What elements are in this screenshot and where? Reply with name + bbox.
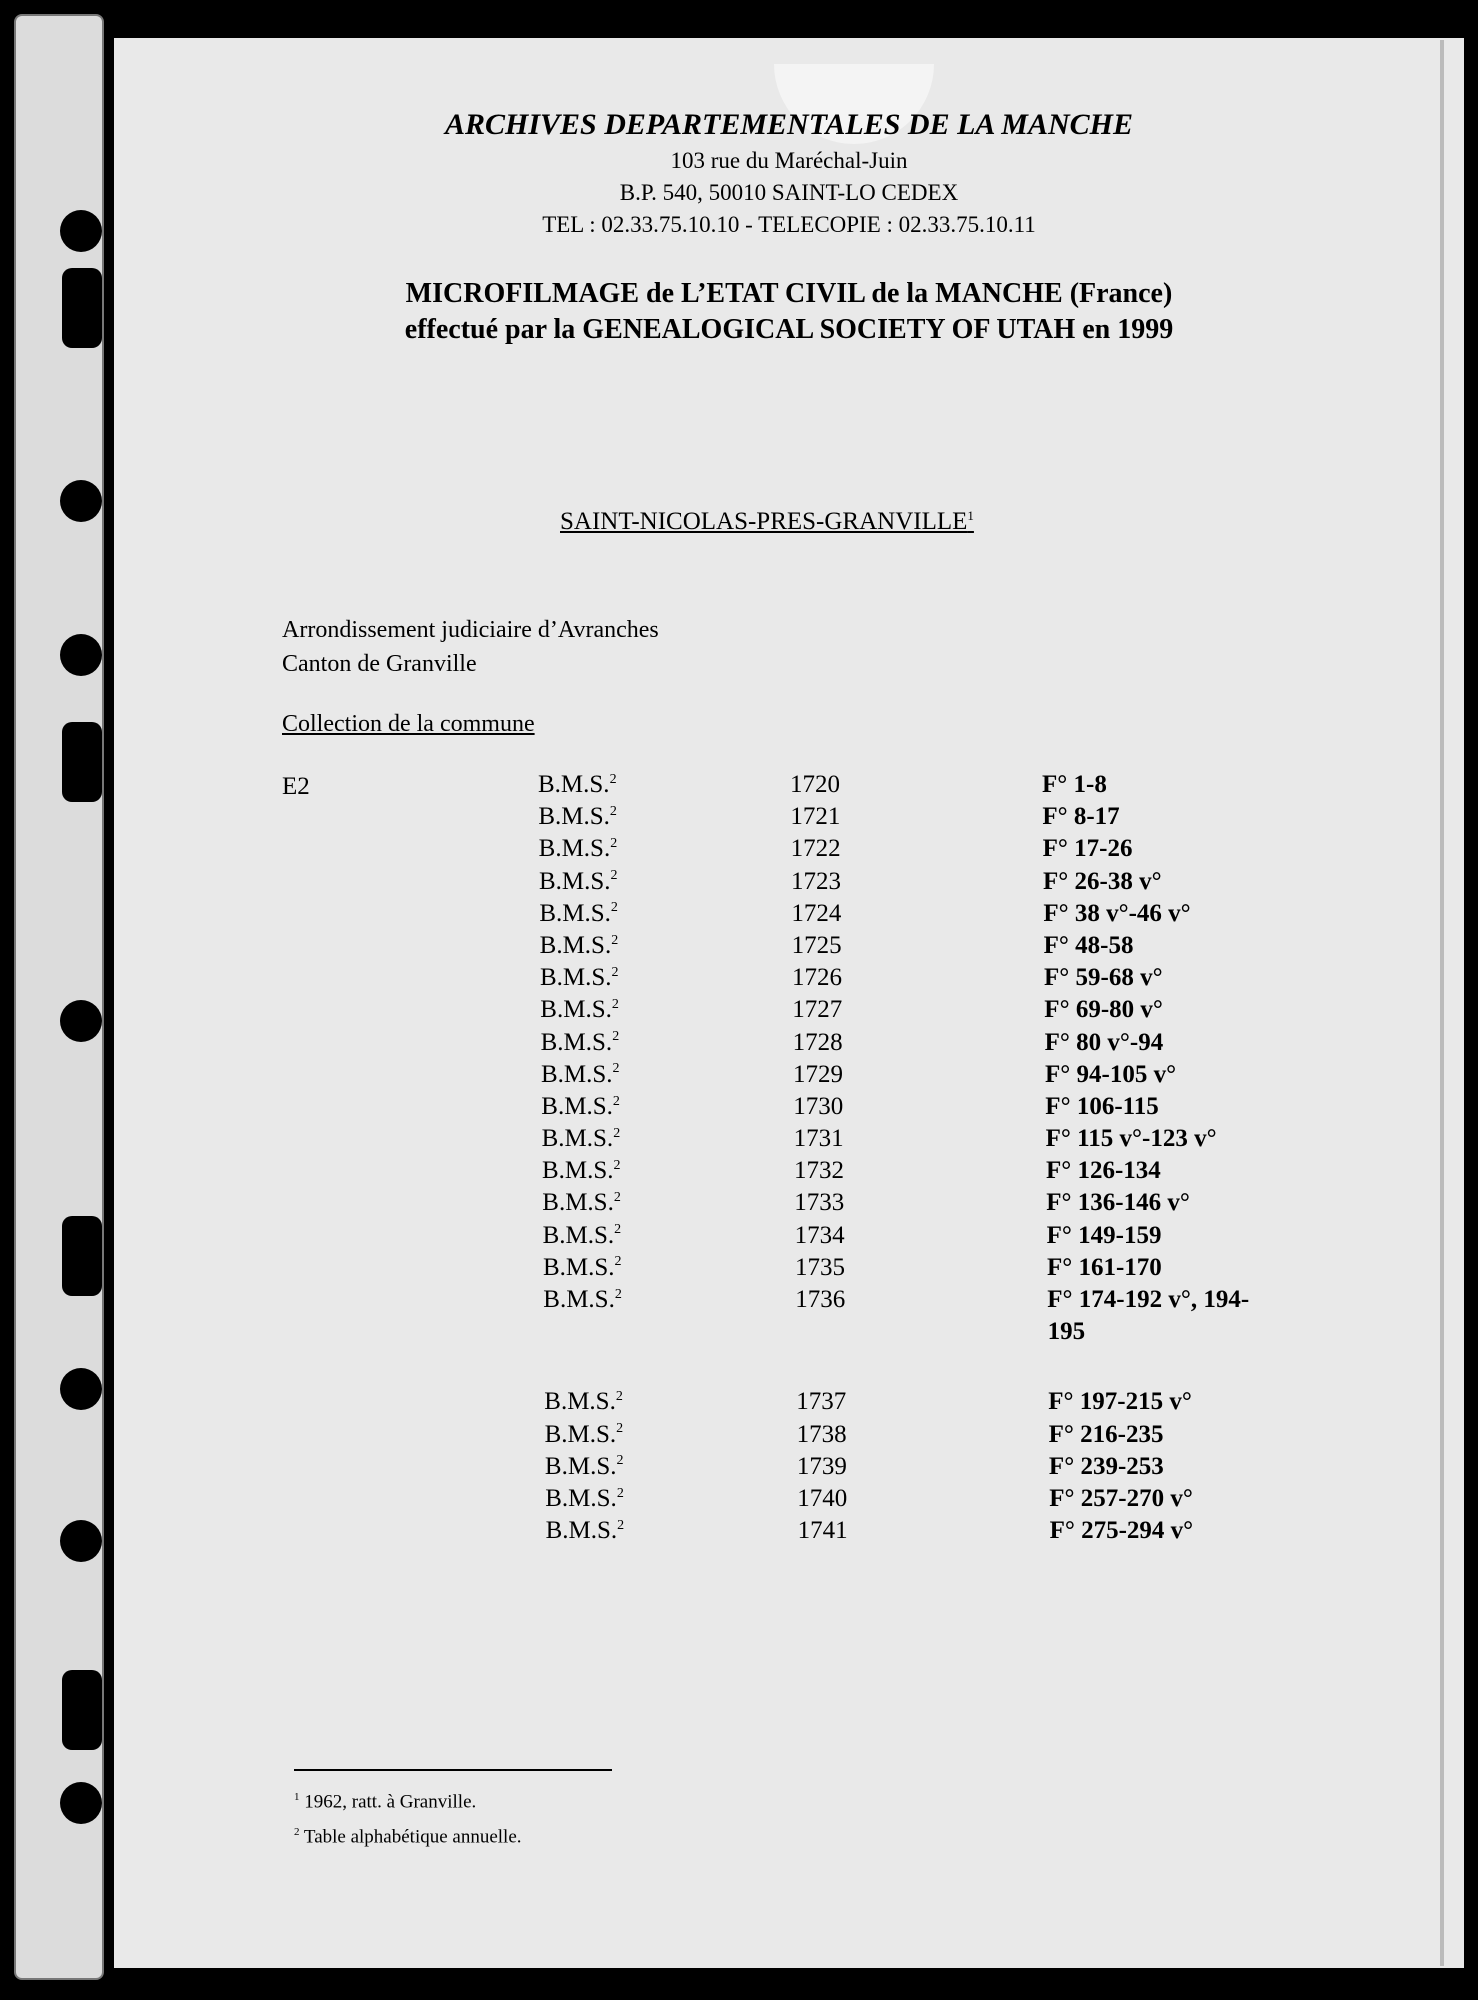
register-year: 1724 bbox=[791, 899, 842, 927]
footnote-text: 1962, ratt. à Granville. bbox=[304, 1791, 477, 1813]
register-year: 1738 bbox=[796, 1420, 847, 1448]
register-year: 1735 bbox=[794, 1253, 845, 1281]
register-type: B.M.S.$^2$ bbox=[544, 1388, 623, 1416]
footnote-ref: 2 bbox=[617, 1517, 625, 1533]
register-row bbox=[114, 1286, 1464, 1318]
footnote-ref: 2 bbox=[611, 996, 619, 1012]
register-folios: F° 197-215 v° bbox=[1048, 1388, 1192, 1416]
footnote-ref: 2 bbox=[609, 803, 617, 819]
footnote-ref: 2 bbox=[614, 1286, 622, 1302]
punch-hole bbox=[60, 1368, 102, 1410]
register-row bbox=[114, 1029, 1464, 1061]
register-year: 1725 bbox=[791, 931, 842, 959]
footnote-ref: 2 bbox=[615, 1389, 623, 1405]
register-row bbox=[114, 1093, 1464, 1125]
punch-hole bbox=[60, 1782, 102, 1824]
footnote-ref: 2 bbox=[613, 1157, 621, 1173]
organization-name: ARCHIVES DEPARTEMENTALES DE LA MANCHE bbox=[445, 108, 1133, 141]
footnote-ref: 2 bbox=[616, 1485, 624, 1501]
arrondissement: Arrondissement judiciaire d’Avranches bbox=[282, 617, 659, 643]
register-row bbox=[114, 1254, 1464, 1286]
footnote bbox=[294, 1782, 522, 1817]
document-title bbox=[114, 276, 1464, 348]
register-folios: F° 38 v°-46 v° bbox=[1043, 899, 1191, 927]
punch-hole bbox=[60, 480, 102, 522]
register-year: 1733 bbox=[794, 1189, 845, 1217]
register-type: B.M.S.$^2$ bbox=[542, 1253, 622, 1281]
register-row bbox=[114, 1318, 1464, 1350]
footnote-rule bbox=[294, 1769, 612, 1771]
register-year: 1732 bbox=[793, 1157, 844, 1185]
register-row bbox=[114, 868, 1464, 900]
street-address: 103 rue du Maréchal-Juin bbox=[670, 148, 908, 173]
register-type: B.M.S.$^2$ bbox=[538, 835, 618, 863]
footnote-ref: 1 bbox=[967, 508, 974, 523]
register-type: B.M.S.$^2$ bbox=[540, 1060, 620, 1088]
commune-name: SAINT-NICOLAS-PRES-GRANVILLE bbox=[560, 508, 968, 536]
punch-slot bbox=[62, 1670, 102, 1750]
register-folios: F° 149-159 bbox=[1046, 1221, 1162, 1249]
register-type: B.M.S.$^2$ bbox=[539, 964, 619, 992]
register-year: 1737 bbox=[796, 1388, 847, 1416]
footnote-ref: 2 bbox=[611, 932, 619, 948]
binder-strip bbox=[14, 14, 104, 1980]
commune-heading bbox=[560, 508, 974, 536]
register-folios: F° 1-8 bbox=[1042, 771, 1107, 798]
footnote-ref: 2 bbox=[610, 836, 618, 852]
register-year: 1739 bbox=[796, 1452, 847, 1480]
register-folios: F° 216-235 bbox=[1048, 1420, 1164, 1448]
register-type: B.M.S.$^2$ bbox=[541, 1157, 621, 1185]
punch-hole bbox=[60, 634, 102, 676]
administrative-info bbox=[282, 613, 659, 681]
register-year: 1731 bbox=[793, 1125, 844, 1153]
punch-hole bbox=[60, 210, 102, 252]
register-type: B.M.S.$^2$ bbox=[544, 1452, 624, 1480]
register-row bbox=[114, 1222, 1464, 1254]
register-row bbox=[114, 1517, 1464, 1549]
title-line-2: effectué par la GENEALOGICAL SOCIETY OF UTAH en 1999 bbox=[404, 314, 1174, 345]
register-row bbox=[114, 932, 1464, 964]
register-year: 1740 bbox=[797, 1484, 848, 1512]
document-page bbox=[114, 38, 1464, 1968]
register-folios: F° 126-134 bbox=[1045, 1157, 1161, 1185]
register-type: B.M.S.$^2$ bbox=[540, 996, 619, 1024]
punch-hole bbox=[60, 1000, 102, 1042]
footnote-ref: 2 bbox=[616, 1453, 624, 1469]
footnote-text: Table alphabétique annuelle. bbox=[303, 1826, 522, 1848]
register-row bbox=[114, 1189, 1464, 1221]
register-list bbox=[114, 771, 1464, 1549]
phone-line: TEL : 02.33.75.10.10 - TELECOPIE : 02.33.75.10.11 bbox=[542, 212, 1036, 237]
register-year: 1741 bbox=[797, 1517, 848, 1545]
canton: Canton de Granville bbox=[282, 651, 477, 677]
register-folios: F° 48-58 bbox=[1043, 931, 1134, 959]
register-folios: F° 69-80 v° bbox=[1044, 996, 1163, 1024]
register-row bbox=[114, 771, 1464, 803]
register-year: 1722 bbox=[790, 835, 841, 863]
footnote-ref: 2 bbox=[614, 1254, 622, 1270]
punch-slot bbox=[62, 268, 102, 348]
footnote bbox=[294, 1817, 522, 1852]
register-type: B.M.S.$^2$ bbox=[542, 1221, 622, 1249]
footnote-ref: 2 bbox=[609, 771, 617, 787]
register-folios: F° 239-253 bbox=[1048, 1452, 1164, 1480]
punch-slot bbox=[62, 1216, 102, 1296]
collection-heading: Collection de la commune bbox=[282, 711, 535, 737]
register-row bbox=[114, 1061, 1464, 1093]
footnote-number: 2 bbox=[294, 1826, 300, 1839]
register-row bbox=[114, 1350, 1464, 1388]
footnote-ref: 2 bbox=[610, 900, 618, 916]
series-code: E2 bbox=[282, 773, 310, 800]
register-type: B.M.S.$^2$ bbox=[539, 931, 619, 959]
footnote-ref: 2 bbox=[611, 964, 619, 980]
register-folios: F° 80 v°-94 bbox=[1044, 1028, 1164, 1056]
archive-header bbox=[114, 108, 1464, 238]
register-year: 1720 bbox=[790, 771, 840, 798]
register-type: B.M.S.$^2$ bbox=[540, 1028, 620, 1056]
register-folios: F° 275-294 v° bbox=[1049, 1517, 1194, 1545]
register-folios: F° 136-146 v° bbox=[1046, 1189, 1190, 1217]
register-type: B.M.S.$^2$ bbox=[538, 803, 617, 831]
register-type: B.M.S.$^2$ bbox=[545, 1484, 624, 1512]
register-year: 1723 bbox=[790, 867, 841, 895]
footnote-ref: 2 bbox=[612, 1029, 620, 1045]
register-row bbox=[114, 1157, 1464, 1189]
register-row bbox=[114, 835, 1464, 867]
register-folios: F° 17-26 bbox=[1042, 835, 1133, 863]
register-year: 1726 bbox=[791, 964, 842, 992]
register-year: 1727 bbox=[792, 996, 843, 1024]
register-type: B.M.S.$^2$ bbox=[538, 867, 618, 895]
postal-address: B.P. 540, 50010 SAINT-LO CEDEX bbox=[619, 180, 959, 205]
register-folios: F° 106-115 bbox=[1045, 1092, 1159, 1120]
footnote-ref: 2 bbox=[613, 1125, 621, 1141]
register-folios: F° 257-270 v° bbox=[1049, 1484, 1193, 1512]
footnote-number: 1 bbox=[294, 1791, 300, 1803]
footnote-ref: 2 bbox=[612, 1061, 620, 1077]
footnote-ref: 2 bbox=[614, 1222, 622, 1238]
register-type: B.M.S.$^2$ bbox=[538, 771, 617, 798]
register-row bbox=[114, 1485, 1464, 1517]
register-row bbox=[114, 996, 1464, 1028]
register-folios: F° 115 v°-123 v° bbox=[1045, 1125, 1217, 1153]
register-type: B.M.S.$^2$ bbox=[545, 1517, 625, 1545]
footnote-ref: 2 bbox=[610, 868, 618, 884]
register-folios: F° 26-38 v° bbox=[1042, 867, 1162, 895]
register-year: 1736 bbox=[795, 1286, 846, 1313]
register-folios: F° 174-192 v°, 194- bbox=[1047, 1286, 1250, 1313]
register-row bbox=[114, 964, 1464, 996]
register-type: B.M.S.$^2$ bbox=[543, 1286, 622, 1313]
register-year: 1730 bbox=[793, 1092, 844, 1120]
register-type: B.M.S.$^2$ bbox=[541, 1092, 620, 1120]
register-row bbox=[114, 803, 1464, 835]
register-year: 1729 bbox=[792, 1060, 843, 1088]
footnotes bbox=[294, 1782, 522, 1853]
register-type: B.M.S.$^2$ bbox=[541, 1125, 621, 1153]
register-type: B.M.S.$^2$ bbox=[542, 1189, 621, 1217]
register-folios: F° 94-105 v° bbox=[1044, 1060, 1177, 1088]
register-row bbox=[114, 900, 1464, 932]
register-type: B.M.S.$^2$ bbox=[539, 899, 618, 927]
footnote-ref: 2 bbox=[616, 1421, 624, 1437]
sleeve-edge bbox=[1440, 40, 1444, 1966]
register-folios: F° 59-68 v° bbox=[1043, 964, 1163, 992]
register-row bbox=[114, 1388, 1464, 1420]
punch-hole bbox=[60, 1520, 102, 1562]
register-type: B.M.S.$^2$ bbox=[544, 1420, 624, 1448]
footnote-ref: 2 bbox=[612, 1093, 620, 1109]
register-folios: F° 161-170 bbox=[1046, 1253, 1162, 1281]
register-row bbox=[114, 1421, 1464, 1453]
register-year: 1721 bbox=[790, 803, 841, 831]
register-year: 1734 bbox=[794, 1221, 845, 1249]
register-year: 1728 bbox=[792, 1028, 843, 1056]
register-row bbox=[114, 1125, 1464, 1157]
title-line-1: MICROFILMAGE de L’ETAT CIVIL de la MANCHE (France) bbox=[405, 278, 1173, 309]
register-folios: 195 bbox=[1047, 1318, 1086, 1346]
footnote-ref: 2 bbox=[613, 1190, 621, 1206]
register-row bbox=[114, 1453, 1464, 1485]
punch-slot bbox=[62, 722, 102, 802]
register-folios: F° 8-17 bbox=[1042, 803, 1120, 831]
